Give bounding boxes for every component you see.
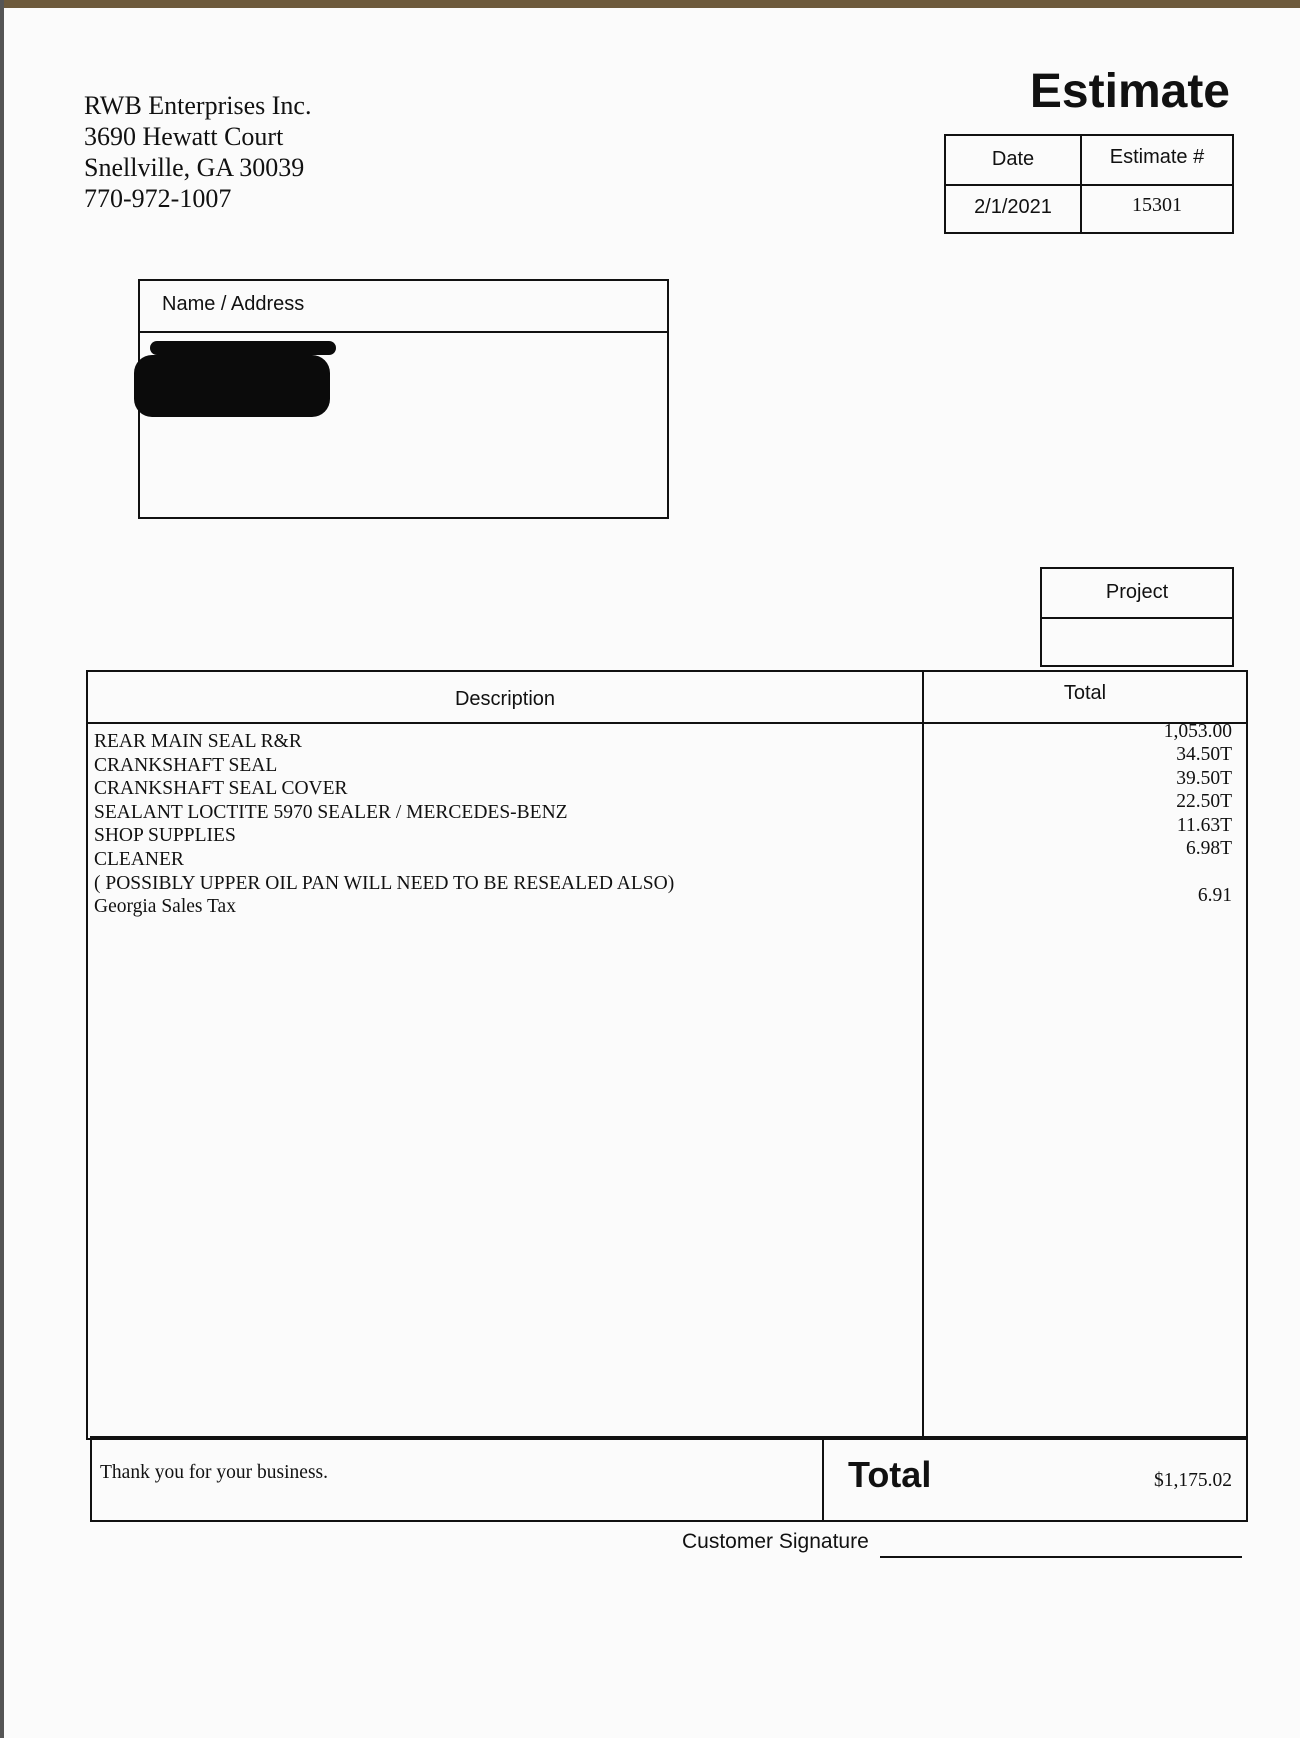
line-item-total	[1100, 860, 1232, 883]
company-phone: 770-972-1007	[84, 184, 232, 213]
footer-totals	[90, 1436, 1248, 1522]
line-item-description: REAR MAIN SEAL R&R	[94, 731, 302, 752]
line-item-description: SHOP SUPPLIES	[94, 825, 236, 847]
estimate-number-header: Estimate #	[1109, 146, 1205, 168]
total-header: Total	[1063, 682, 1107, 704]
line-item-description: SEALANT LOCTITE 5970 SEALER / MERCEDES-BENZ	[94, 801, 568, 823]
document-title: Estimate	[1029, 65, 1230, 118]
grand-total-label: Total	[848, 1454, 932, 1495]
estimate-number: 15301	[1132, 194, 1182, 216]
name-address-box	[138, 279, 669, 519]
estimate-header-table	[944, 134, 1234, 234]
item-amounts	[1100, 720, 1232, 907]
line-item-total: 6.98T	[1185, 838, 1232, 860]
date-header: Date	[991, 148, 1035, 170]
line-item-description: Georgia Sales Tax	[94, 896, 236, 918]
line-item-total: 22.50T	[1176, 791, 1232, 813]
grand-total-value: $1,175.02	[1154, 1470, 1232, 1491]
customer-signature-label: Customer Signature	[682, 1530, 869, 1553]
estimate-date: 2/1/2021	[974, 196, 1052, 218]
paper-edge	[0, 0, 4, 1738]
company-name: RWB Enterprises Inc.	[84, 91, 312, 120]
company-info	[84, 90, 311, 214]
line-item-total: 6.91	[1197, 884, 1232, 906]
company-city: Snellville, GA 30039	[84, 153, 305, 182]
project-box	[1040, 567, 1234, 667]
line-item-description: ( POSSIBLY UPPER OIL PAN WILL NEED TO BE RESEALED ALSO)	[94, 872, 675, 894]
line-item-total: 34.50T	[1176, 744, 1232, 766]
description-header: Description	[454, 688, 556, 710]
signature-line	[880, 1556, 1242, 1558]
thank-you-note: Thank you for your business.	[100, 1462, 329, 1483]
item-descriptions	[94, 730, 674, 919]
name-address-header: Name / Address	[162, 293, 305, 315]
project-header: Project	[1105, 581, 1169, 603]
line-item-description: CRANKSHAFT SEAL COVER	[94, 778, 348, 800]
line-item-total: 11.63T	[1176, 814, 1232, 836]
line-item-total: 1,053.00	[1163, 721, 1232, 742]
company-street: 3690 Hewatt Court	[84, 122, 284, 151]
line-item-description: CLEANER	[94, 848, 184, 870]
redaction-mark	[134, 355, 330, 417]
redaction-mark	[150, 341, 336, 355]
line-item-total: 39.50T	[1176, 767, 1232, 789]
line-item-description: CRANKSHAFT SEAL	[94, 754, 278, 776]
